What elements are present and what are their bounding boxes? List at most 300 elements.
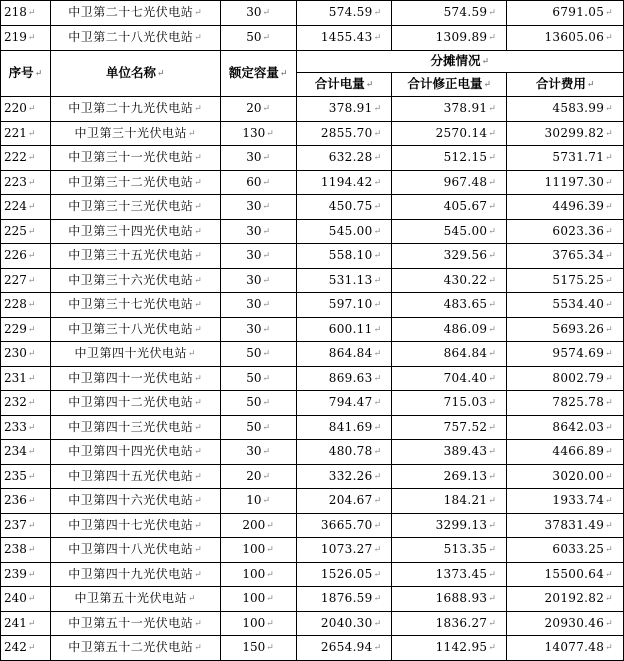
row-index <box>1 26 51 51</box>
total-power-text: 574.59 <box>328 5 373 19</box>
station-name-text: 中卫第三十五光伏电站 <box>68 248 194 262</box>
return-arrow-icon: ↵ <box>194 324 203 335</box>
station-name <box>50 391 220 416</box>
header-index: 序号↵ <box>1 51 51 97</box>
return-arrow-icon: ↵ <box>605 373 613 384</box>
rated-capacity <box>220 538 296 563</box>
table-row <box>1 489 624 514</box>
row-index <box>1 244 51 269</box>
table-row <box>1 538 624 563</box>
rated-capacity <box>220 146 296 171</box>
return-arrow-icon: ↵ <box>605 594 613 604</box>
total-power <box>296 317 392 342</box>
total-cost-text: 5693.26 <box>552 321 605 336</box>
station-name <box>50 587 220 612</box>
return-arrow-icon: ↵ <box>27 128 36 139</box>
return-arrow-icon: ↵ <box>27 643 36 653</box>
return-arrow-icon: ↵ <box>586 80 595 90</box>
station-name <box>50 366 220 391</box>
return-arrow-icon: ↵ <box>488 128 497 139</box>
return-arrow-icon: ↵ <box>488 496 497 506</box>
row-index-text: 231 <box>4 370 27 385</box>
corrected-power-text: 757.52 <box>443 419 488 434</box>
return-arrow-icon: ↵ <box>27 447 36 457</box>
return-arrow-icon: ↵ <box>262 447 271 457</box>
return-arrow-icon: ↵ <box>27 545 36 555</box>
corrected-power-text: 513.35 <box>443 542 488 556</box>
total-cost-text: 5175.25 <box>552 272 605 287</box>
rated-capacity <box>220 464 296 489</box>
return-arrow-icon: ↵ <box>194 496 203 506</box>
return-arrow-icon: ↵ <box>373 594 382 604</box>
return-arrow-icon: ↵ <box>488 153 497 163</box>
corrected-power <box>392 317 507 342</box>
row-index-text: 229 <box>4 321 27 336</box>
corrected-power-text: 2570.14 <box>435 125 488 140</box>
total-power <box>296 342 392 367</box>
return-arrow-icon: ↵ <box>488 422 497 433</box>
station-name <box>50 26 220 51</box>
rated-capacity <box>220 366 296 391</box>
total-power-text: 531.13 <box>328 272 373 287</box>
row-index-text: 234 <box>4 444 27 458</box>
return-arrow-icon: ↵ <box>605 545 613 555</box>
return-arrow-icon: ↵ <box>188 594 197 604</box>
total-power-text: 378.91 <box>328 101 373 115</box>
total-power-text: 1526.05 <box>320 566 373 581</box>
header-name: 单位名称↵ <box>50 51 220 97</box>
return-arrow-icon: ↵ <box>373 398 382 408</box>
corrected-power-text: 1373.45 <box>435 566 488 581</box>
station-name <box>50 268 220 293</box>
return-arrow-icon: ↵ <box>488 520 497 531</box>
row-index-text: 236 <box>4 493 27 507</box>
row-index-text: 223 <box>4 174 27 189</box>
return-arrow-icon: ↵ <box>194 471 203 482</box>
return-arrow-icon: ↵ <box>27 569 36 580</box>
station-name <box>50 440 220 465</box>
return-arrow-icon: ↵ <box>481 57 490 67</box>
row-index-text: 219 <box>4 30 27 44</box>
return-arrow-icon: ↵ <box>605 520 613 531</box>
corrected-power-text: 405.67 <box>443 199 488 213</box>
station-name <box>50 170 220 195</box>
total-power <box>296 26 392 51</box>
total-cost-text: 13605.06 <box>544 30 605 44</box>
corrected-power <box>392 440 507 465</box>
rated-capacity-text: 50 <box>246 419 262 434</box>
return-arrow-icon: ↵ <box>488 324 497 335</box>
total-power <box>296 464 392 489</box>
total-cost <box>507 195 624 220</box>
total-cost-text: 6033.25 <box>552 542 605 556</box>
rated-capacity <box>220 611 296 636</box>
return-arrow-icon: ↵ <box>605 618 613 629</box>
return-arrow-icon: ↵ <box>605 33 613 43</box>
row-index <box>1 97 51 122</box>
corrected-power-text: 483.65 <box>443 297 488 311</box>
station-name <box>50 244 220 269</box>
rated-capacity <box>220 1 296 26</box>
total-cost-text: 14077.48 <box>544 640 605 654</box>
total-cost <box>507 1 624 26</box>
corrected-power <box>392 244 507 269</box>
return-arrow-icon: ↵ <box>266 643 274 653</box>
rated-capacity-text: 50 <box>246 30 262 44</box>
return-arrow-icon: ↵ <box>605 128 613 139</box>
rated-capacity <box>220 97 296 122</box>
station-name <box>50 636 220 661</box>
return-arrow-icon: ↵ <box>157 69 165 79</box>
total-power-text: 794.47 <box>328 395 373 409</box>
station-name-text: 中卫第三十六光伏电站 <box>68 272 194 287</box>
return-arrow-icon: ↵ <box>262 471 271 482</box>
row-index-text: 235 <box>4 468 27 483</box>
table-row <box>1 513 624 538</box>
table-row <box>1 342 624 367</box>
return-arrow-icon: ↵ <box>27 594 36 604</box>
return-arrow-icon: ↵ <box>373 643 382 653</box>
row-index-text: 218 <box>4 5 27 19</box>
return-arrow-icon: ↵ <box>194 373 203 384</box>
total-cost <box>507 268 624 293</box>
total-cost-text: 3765.34 <box>552 248 605 262</box>
rated-capacity-text: 50 <box>246 395 262 409</box>
corrected-power-text: 545.00 <box>443 223 488 238</box>
station-name-text: 中卫第四十七光伏电站 <box>68 517 194 532</box>
table-row <box>1 415 624 440</box>
row-index-text: 227 <box>4 272 27 287</box>
return-arrow-icon: ↵ <box>262 177 271 188</box>
return-arrow-icon: ↵ <box>605 251 613 261</box>
total-cost <box>507 562 624 587</box>
return-arrow-icon: ↵ <box>194 104 203 114</box>
table-row <box>1 611 624 636</box>
rated-capacity-text: 100 <box>242 566 266 581</box>
corrected-power-text: 1309.89 <box>435 30 488 44</box>
station-name <box>50 513 220 538</box>
total-power-text: 3665.70 <box>320 517 373 532</box>
return-arrow-icon: ↵ <box>605 177 613 188</box>
corrected-power-text: 486.09 <box>443 321 488 336</box>
header-allocation: 分摊情况↵ <box>296 51 623 73</box>
return-arrow-icon: ↵ <box>605 104 613 114</box>
rated-capacity-text: 100 <box>242 542 266 556</box>
rated-capacity-text: 30 <box>246 248 262 262</box>
rated-capacity-text: 30 <box>246 223 262 238</box>
return-arrow-icon: ↵ <box>194 202 203 212</box>
station-name-text: 中卫第三十三光伏电站 <box>68 199 194 213</box>
return-arrow-icon: ↵ <box>27 104 36 114</box>
corrected-power-text: 378.91 <box>443 101 488 115</box>
table-row <box>1 121 624 146</box>
rated-capacity <box>220 587 296 612</box>
total-cost-text: 4466.89 <box>552 444 605 458</box>
return-arrow-icon: ↵ <box>262 422 271 433</box>
rated-capacity-text: 20 <box>246 101 262 115</box>
total-cost-text: 20930.46 <box>544 615 605 630</box>
row-index-text: 222 <box>4 150 27 164</box>
table-header <box>1 51 624 97</box>
return-arrow-icon: ↵ <box>194 226 203 237</box>
return-arrow-icon: ↵ <box>605 569 613 580</box>
return-arrow-icon: ↵ <box>27 373 36 384</box>
corrected-power-text: 1836.27 <box>435 615 488 630</box>
rated-capacity-text: 60 <box>246 174 262 189</box>
return-arrow-icon: ↵ <box>262 349 271 359</box>
station-name <box>50 219 220 244</box>
total-power-text: 545.00 <box>328 223 373 238</box>
rated-capacity <box>220 562 296 587</box>
return-arrow-icon: ↵ <box>262 275 271 286</box>
row-index <box>1 415 51 440</box>
total-cost-text: 3020.00 <box>552 468 605 483</box>
row-index <box>1 391 51 416</box>
return-arrow-icon: ↵ <box>488 545 497 555</box>
total-power-text: 2040.30 <box>320 615 373 630</box>
return-arrow-icon: ↵ <box>488 202 497 212</box>
return-arrow-icon: ↵ <box>488 275 497 286</box>
return-arrow-icon: ↵ <box>483 80 492 90</box>
total-cost <box>507 317 624 342</box>
row-index <box>1 538 51 563</box>
rated-capacity <box>220 391 296 416</box>
row-index <box>1 366 51 391</box>
row-index <box>1 464 51 489</box>
table-row <box>1 170 624 195</box>
station-name <box>50 1 220 26</box>
row-index <box>1 636 51 661</box>
row-index <box>1 293 51 318</box>
return-arrow-icon: ↵ <box>262 8 271 18</box>
return-arrow-icon: ↵ <box>605 643 613 653</box>
return-arrow-icon: ↵ <box>605 202 613 212</box>
rated-capacity <box>220 415 296 440</box>
station-name <box>50 293 220 318</box>
return-arrow-icon: ↵ <box>605 422 613 433</box>
return-arrow-icon: ↵ <box>262 251 271 261</box>
table-row <box>1 97 624 122</box>
return-arrow-icon: ↵ <box>27 496 36 506</box>
return-arrow-icon: ↵ <box>488 251 497 261</box>
rated-capacity-text: 150 <box>242 640 266 654</box>
corrected-power-text: 512.15 <box>443 150 488 164</box>
corrected-power <box>392 489 507 514</box>
table-top-rows <box>1 1 624 51</box>
return-arrow-icon: ↵ <box>605 324 613 335</box>
rated-capacity-text: 30 <box>246 321 262 336</box>
total-cost-text: 6791.05 <box>552 5 605 19</box>
corrected-power <box>392 366 507 391</box>
total-power <box>296 268 392 293</box>
return-arrow-icon: ↵ <box>262 33 271 43</box>
total-cost-text: 7825.78 <box>552 395 605 409</box>
rated-capacity-text: 30 <box>246 150 262 164</box>
row-index <box>1 121 51 146</box>
return-arrow-icon: ↵ <box>605 275 613 286</box>
corrected-power <box>392 146 507 171</box>
station-name <box>50 342 220 367</box>
corrected-power-text: 329.56 <box>443 248 488 262</box>
rated-capacity <box>220 636 296 661</box>
station-name-text: 中卫第四十五光伏电站 <box>68 468 194 483</box>
total-cost-text: 6023.36 <box>552 223 605 238</box>
rated-capacity <box>220 26 296 51</box>
row-index <box>1 513 51 538</box>
return-arrow-icon: ↵ <box>27 275 36 286</box>
corrected-power <box>392 342 507 367</box>
return-arrow-icon: ↵ <box>365 80 374 90</box>
station-name <box>50 415 220 440</box>
row-index-text: 221 <box>4 125 27 140</box>
total-cost-text: 4583.99 <box>552 101 605 115</box>
return-arrow-icon: ↵ <box>262 373 271 384</box>
return-arrow-icon: ↵ <box>27 520 36 531</box>
return-arrow-icon: ↵ <box>488 226 497 237</box>
corrected-power-text: 184.21 <box>443 493 488 507</box>
corrected-power-text: 715.03 <box>443 395 488 409</box>
corrected-power <box>392 538 507 563</box>
return-arrow-icon: ↵ <box>605 226 613 237</box>
row-index <box>1 195 51 220</box>
return-arrow-icon: ↵ <box>373 128 382 139</box>
rated-capacity <box>220 195 296 220</box>
corrected-power <box>392 636 507 661</box>
return-arrow-icon: ↵ <box>488 618 497 629</box>
rated-capacity <box>220 317 296 342</box>
return-arrow-icon: ↵ <box>605 153 613 163</box>
total-power-text: 558.10 <box>328 248 373 262</box>
total-cost-text: 15500.64 <box>544 566 605 581</box>
return-arrow-icon: ↵ <box>488 177 497 188</box>
return-arrow-icon: ↵ <box>262 153 271 163</box>
station-name-text: 中卫第五十光伏电站 <box>74 591 188 605</box>
return-arrow-icon: ↵ <box>373 373 382 384</box>
return-arrow-icon: ↵ <box>488 594 497 604</box>
total-power <box>296 562 392 587</box>
header-capacity: 额定容量↵ <box>220 51 296 97</box>
total-cost-text: 8002.79 <box>552 370 605 385</box>
row-index <box>1 440 51 465</box>
table-row <box>1 317 624 342</box>
return-arrow-icon: ↵ <box>488 569 497 580</box>
row-index <box>1 562 51 587</box>
station-name <box>50 538 220 563</box>
return-arrow-icon: ↵ <box>373 33 382 43</box>
total-power-text: 1876.59 <box>320 591 373 605</box>
rated-capacity <box>220 170 296 195</box>
rated-capacity <box>220 121 296 146</box>
total-power <box>296 146 392 171</box>
return-arrow-icon: ↵ <box>373 251 382 261</box>
rated-capacity <box>220 268 296 293</box>
total-power-text: 2654.94 <box>320 640 373 654</box>
return-arrow-icon: ↵ <box>488 447 497 457</box>
station-name-text: 中卫第四十四光伏电站 <box>68 444 194 458</box>
table-row <box>1 293 624 318</box>
total-power-text: 1073.27 <box>320 542 373 556</box>
total-power <box>296 170 392 195</box>
return-arrow-icon: ↵ <box>373 226 382 237</box>
return-arrow-icon: ↵ <box>373 177 382 188</box>
station-name-text: 中卫第四十一光伏电站 <box>68 370 194 385</box>
table-row <box>1 26 624 51</box>
total-cost <box>507 121 624 146</box>
rated-capacity-text: 30 <box>246 272 262 287</box>
return-arrow-icon: ↵ <box>373 422 382 433</box>
return-arrow-icon: ↵ <box>373 202 382 212</box>
total-cost <box>507 342 624 367</box>
corrected-power <box>392 219 507 244</box>
row-index-text: 220 <box>4 101 27 115</box>
total-power-text: 1194.42 <box>320 174 373 189</box>
total-cost-text: 5534.40 <box>552 297 605 311</box>
return-arrow-icon: ↵ <box>27 618 36 629</box>
rated-capacity-text: 100 <box>242 615 266 630</box>
table-row <box>1 268 624 293</box>
table-row <box>1 146 624 171</box>
total-cost <box>507 97 624 122</box>
rated-capacity <box>220 440 296 465</box>
total-power-text: 204.67 <box>328 493 373 507</box>
station-name-text: 中卫第三十一光伏电站 <box>68 150 194 164</box>
rated-capacity-text: 130 <box>242 125 266 140</box>
table-body <box>1 97 624 661</box>
return-arrow-icon: ↵ <box>488 8 497 18</box>
return-arrow-icon: ↵ <box>27 226 36 237</box>
total-cost <box>507 538 624 563</box>
rated-capacity-text: 100 <box>242 591 266 605</box>
total-power <box>296 121 392 146</box>
total-power <box>296 587 392 612</box>
return-arrow-icon: ↵ <box>194 569 203 580</box>
row-index <box>1 587 51 612</box>
station-name-text: 中卫第四十二光伏电站 <box>68 395 194 409</box>
return-arrow-icon: ↵ <box>194 251 203 261</box>
station-name-text: 中卫第四十光伏电站 <box>74 346 188 360</box>
station-name-text: 中卫第三十四光伏电站 <box>68 223 194 238</box>
return-arrow-icon: ↵ <box>488 471 497 482</box>
return-arrow-icon: ↵ <box>605 300 613 310</box>
return-arrow-icon: ↵ <box>27 324 36 335</box>
corrected-power <box>392 611 507 636</box>
total-cost <box>507 464 624 489</box>
corrected-power <box>392 587 507 612</box>
station-name <box>50 195 220 220</box>
corrected-power <box>392 268 507 293</box>
station-name <box>50 317 220 342</box>
return-arrow-icon: ↵ <box>605 496 613 506</box>
return-arrow-icon: ↵ <box>373 153 382 163</box>
total-cost <box>507 244 624 269</box>
rated-capacity <box>220 244 296 269</box>
return-arrow-icon: ↵ <box>373 104 382 114</box>
total-power-text: 632.28 <box>328 150 373 164</box>
row-index <box>1 342 51 367</box>
rated-capacity <box>220 513 296 538</box>
return-arrow-icon: ↵ <box>194 33 203 43</box>
row-index-text: 242 <box>4 640 27 654</box>
row-index <box>1 1 51 26</box>
return-arrow-icon: ↵ <box>373 569 382 580</box>
return-arrow-icon: ↵ <box>605 349 613 359</box>
total-power <box>296 366 392 391</box>
station-name <box>50 489 220 514</box>
row-index-text: 232 <box>4 395 27 409</box>
total-power <box>296 513 392 538</box>
total-power <box>296 195 392 220</box>
return-arrow-icon: ↵ <box>188 128 197 139</box>
